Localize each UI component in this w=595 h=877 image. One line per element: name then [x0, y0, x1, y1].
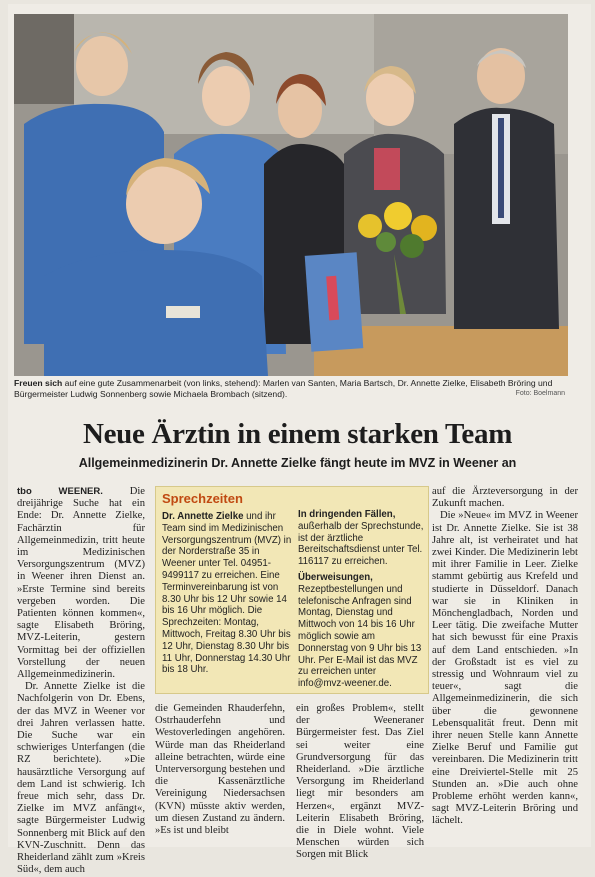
info-text: Rezeptbestellungen und telefonische Anfragen sind Montag, Dienstag und Mittwoch von 14 bis 16 Uhr möglich sowie am Donnerstag von 9 Uhr bis 13 Uhr. Per E-Mail ist das MVZ zu erreichen unter info@mvz-weener.de.	[298, 583, 422, 690]
info-text: außerhalb der Sprechstunde, ist der ärztliche Bereitschaftsdienst unter Tel. 116117 zu erreichen.	[298, 520, 424, 568]
info-box-right-column	[298, 509, 424, 694]
article-column-1	[17, 486, 145, 877]
photo-caption	[14, 378, 568, 400]
info-bold: Dr. Annette Zielke	[162, 511, 244, 522]
info-box-left-column	[162, 511, 292, 680]
info-paragraph	[162, 511, 292, 676]
article-paragraph	[17, 486, 145, 681]
info-box-sprechzeiten	[155, 486, 429, 694]
info-paragraph	[298, 572, 424, 690]
article-paragraph: auf die Ärzteversorgung in der Zukunft machen.	[432, 486, 578, 510]
dateline: tbo WEENER.	[17, 486, 103, 497]
article-column-3	[296, 703, 424, 862]
article-column-4	[432, 486, 578, 828]
info-paragraph	[298, 509, 424, 568]
article-paragraph: die Gemeinden Rhauderfehn, Ostrhauderfehn und Westoverledingen angehören. Würde man das Rheiderland alleine betrachten, würde eine Unterversorgung bestehen und die Kassenärztliche Vereinigung Niedersachsen (KVN) müsste aktiv werden, um diesen Zustand zu ändern. »Es ist und bleibt	[155, 703, 285, 837]
article-paragraph: Dr. Annette Zielke ist die Nachfolgerin von Dr. Ebens, der das MVZ in Weener vor drei Jahren verlassen hatte. Die Suche war ein schwieriges Unterfangen (die RZ berichtete). »Die hausärztliche Versorgung auf dem Land ist schwierig. Ich freue mich sehr, dass Dr. Zielke im MVZ anfängt«, sagte Bürgermeister Ludwig Sonnenberg mit Blick auf den KVN-Zuschnitt. Denn das Rheiderland zählt zum »Kreis Süd«, dem auch	[17, 681, 145, 876]
article-column-2	[155, 703, 285, 837]
caption-lead: Freuen sich	[14, 378, 63, 388]
photo-credit: Foto: Boelmann	[515, 390, 565, 397]
subheadline: Allgemeinmedizinerin Dr. Annette Zielke fängt heute im MVZ in Weener an	[78, 456, 517, 470]
info-box-title: Sprechzeiten	[162, 491, 243, 506]
caption-text: auf eine gute Zusammenarbeit (von links, stehend): Marlen van Santen, Maria Bartsch, Dr. Annette Zielke, Elisabeth Bröring und Bürgermeister Ludwig Sonnenberg sowie Michaela Brombach (sitzend).	[14, 378, 553, 399]
info-bold: In dringenden Fällen,	[298, 509, 396, 520]
article-paragraph: Die »Neue« im MVZ in Weener ist Dr. Annette Zielke. Sie ist 38 Jahre alt, ist verheiratet und hat zwei Kinder. Die Medizinerin lebt mit ihrer Familie in Leer. Zielke stammt gebürtig aus Krefeld und studierte in Düsseldorf. Danach war sie in Kliniken in Mönchengladbach, Norden und Leer tätig. Die zweifache Mutter hat sich bewusst für eine Praxis auf dem Land entschieden. »In der Großstadt ist es viel zu stressig und Wohnraum viel zu teuer«, sagt die Allgemeinmedizinerin, die sich über die gewonnene Lebensqualität freut. Denn mit ihrer neuen Stelle kann Annette Zielke Beruf und Familie gut vereinbaren. Die Medizinerin tritt eine Dreiviertel-Stelle mit 25 Stunden an. »Die auch ohne Probleme erhöht werden kann«, sagt MVZ-Leiterin Bröring und lächelt.	[432, 510, 578, 827]
group-photo	[14, 14, 568, 376]
info-text: und ihr Team sind im Medizinischen Versorgungszentrum (MVZ) in der Norderstraße 35 in Weener unter Tel. 04951-9499117 zu erreichen. Eine Terminvereinbarung ist von 8.30 Uhr bis 12 Uhr sowie 14 bis 16 Uhr möglich. Die Sprechzeiten: Montag, Mittwoch, Freitag 8.30 Uhr bis 12 Uhr, Dienstag 8.30 Uhr bis 11 Uhr, Donnerstag 14.30 Uhr bis 18 Uhr.	[162, 511, 292, 676]
info-bold: Überweisungen,	[298, 571, 373, 583]
paragraph-text: Die dreijährige Suche hat ein Ende: Dr. Annette Zielke, Fachärztin für Allgemeinmedizin, tritt heute im Medizinischen Versorgungszentrum (MVZ) in Weener ihren Dienst an. »Erste Termine sind bereits vergeben worden. Die Patienten können kommen«, sagte Elisabeth Bröring, MVZ-Leiterin, gestern Vormittag bei der offiziellen Vorstellung der neuen Allgemeinmedizinerin.	[17, 486, 145, 681]
headline: Neue Ärztin in einem starken Team	[82, 418, 513, 450]
article-paragraph: ein großes Problem«, stellt der Weeneraner Bürgermeister fest. Das Ziel sei weiter eine Grundversorgung für das Rheiderland. »Die ärztliche Versorgung im Rheiderland liegt mir besonders am Herzen«, ergänzt MVZ-Leiterin Elisabeth Bröring, die in Diele wohnt. Viele Menschen würden sich Sorgen mit Blick	[296, 703, 424, 861]
